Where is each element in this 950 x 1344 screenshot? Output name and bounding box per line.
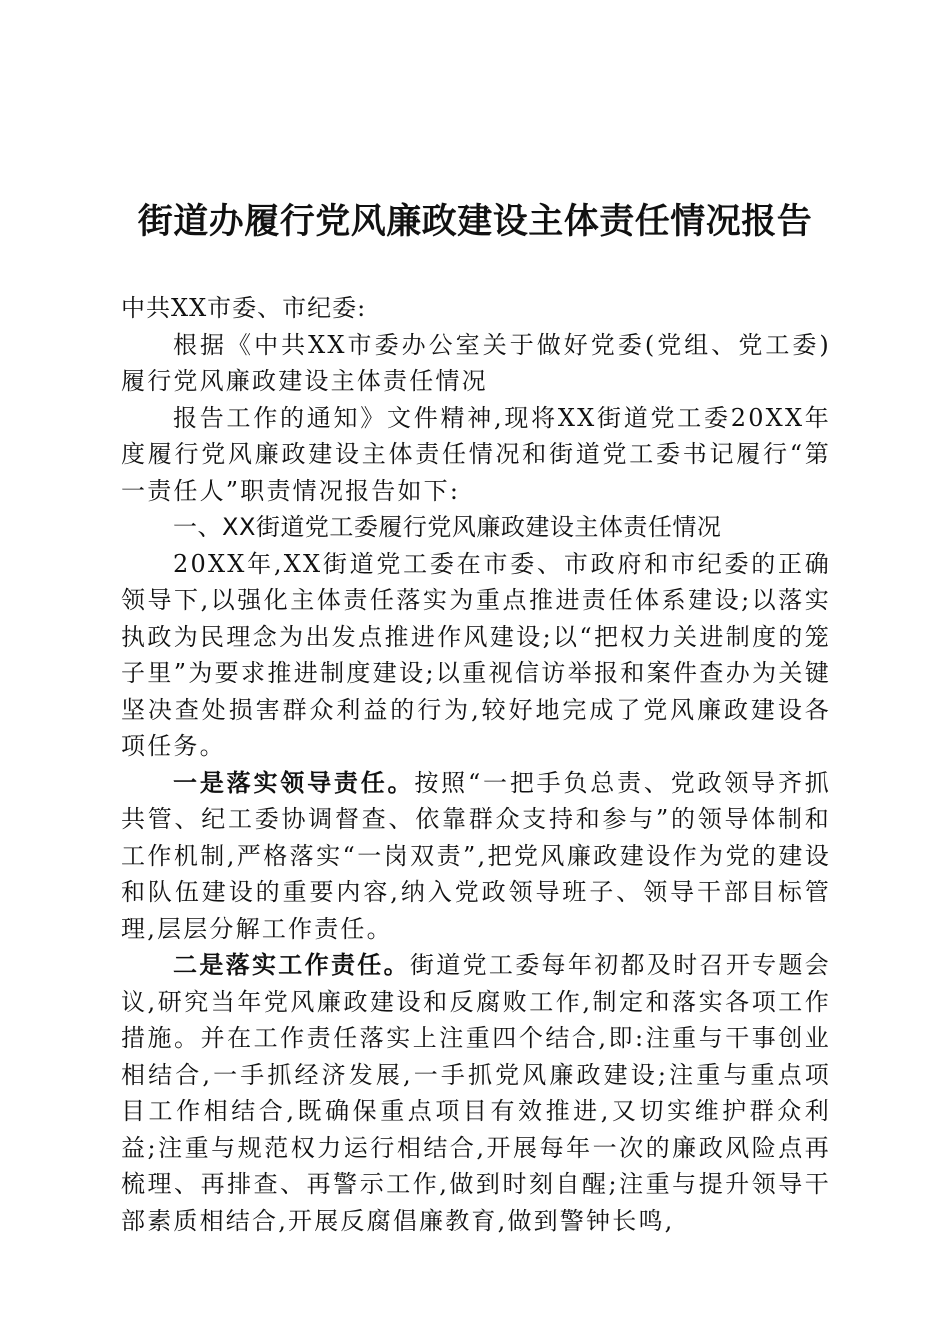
paragraph-1-line-1: 根据《中共XX市委办公室关于做好党委(党组、党工委)履行党风廉政建设主体责任情况 <box>121 330 831 395</box>
document-title: 街道办履行党风廉政建设主体责任情况报告 <box>137 201 813 242</box>
salutation: 中共XX市委、市纪委: <box>121 294 367 322</box>
item-1-lead: 一是落实领导责任。 <box>173 767 415 797</box>
item-1-paragraph <box>121 765 831 948</box>
item-1-text: 按照“一把手负总责、党政领导齐抓共管、纪工委协调督查、依靠群众支持和参与”的领导体制和工作机制,严格落实“一岗双责”,把党风廉政建设作为党的建设和队伍建设的重要内容,纳入党政领导班子、领导干部目标管理,层层分解工作责任。 <box>121 768 831 943</box>
item-2-text: 街道党工委每年初都及时召开专题会议,研究当年党风廉政建设和反腐败工作,制定和落实各项工作措施。并在工作责任落实上注重四个结合,即:注重与干事创业相结合,一手抓经济发展,一手抓党风廉政建设;注重与重点项目工作相结合,既确保重点项目有效推进,又切实维护群众利益;注重与规范权力运行相结合,开展每年一次的廉政风险点再梳理、再排查、再警示工作,做到时刻自醒;注重与提升领导干部素质相结合,开展反腐倡廉教育,做到警钟长鸣, <box>121 951 831 1235</box>
document-body <box>121 290 831 1239</box>
item-2-lead: 二是落实工作责任。 <box>173 950 410 979</box>
section-1-paragraph: 20XX年,XX街道党工委在市委、市政府和市纪委的正确领导下,以强化主体责任落实为重点推进责任体系建设;以落实执政为民理念为出发点推进作风建设;以“把权力关进制度的笼子里”为要求推进制度建设;以重视信访举报和案件查办为关键坚决查处损害群众利益的行为,较好地完成了党风廉政建设各项任务。 <box>121 549 831 760</box>
paragraph-1-line-2: 报告工作的通知》文件精神,现将XX街道党工委20XX年度履行党风廉政建设主体责任情况和街道党工委书记履行“第一责任人”职责情况报告如下: <box>121 403 831 505</box>
section-1-heading: 一、XX街道党工委履行党风廉政建设主体责任情况 <box>173 513 722 541</box>
item-2-paragraph <box>121 947 831 1239</box>
